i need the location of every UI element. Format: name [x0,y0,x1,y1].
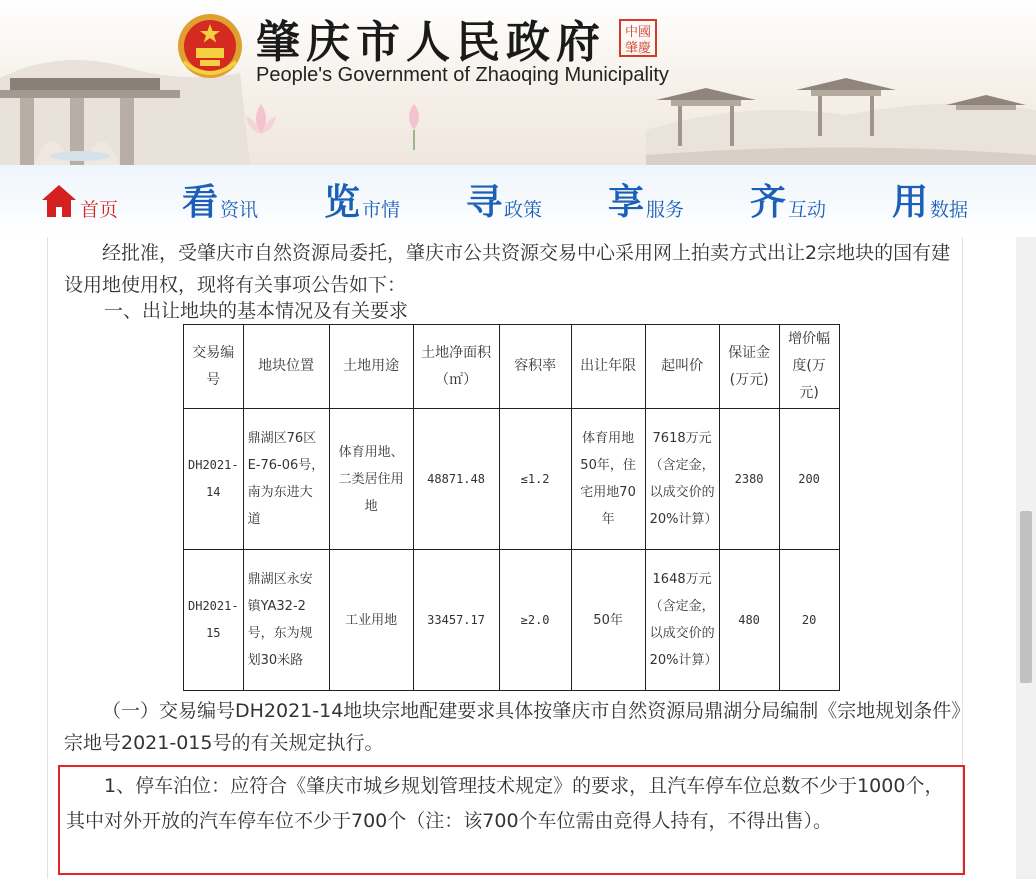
nav-item-interact[interactable] [750,171,826,223]
nav-label: 服务 [646,199,685,221]
zhaoqing-seal-logo [616,16,660,60]
lotus-icon [236,100,286,140]
cell-term: 体育用地50年，住宅用地70年 [571,409,645,550]
col-header-deposit: 保证金(万元) [719,325,779,409]
table-row [184,409,840,550]
cell-deposit: 480 [719,550,779,691]
svg-text:肇慶: 肇慶 [624,41,652,56]
cell-location: 鼎湖区永安镇YA32-2号，东为规划30米路 [243,550,329,691]
cell-far: ≤1.2 [499,409,571,550]
cell-increment: 20 [779,550,839,691]
nav-big-char: 寻 [466,182,503,223]
col-header-increment: 增价幅度(万元) [779,325,839,409]
land-parcel-table [183,324,840,691]
national-emblem-icon [176,12,244,82]
cell-use: 体育用地、二类居住用地 [329,409,413,550]
nav-item-policy[interactable] [466,171,542,223]
article-content [47,237,963,879]
nav-big-char: 用 [892,182,929,223]
cell-price: 7618万元（含定金，以成交价的20%计算） [645,409,719,550]
nav-big-char: 享 [608,182,645,223]
table-header-row [184,325,840,409]
home-icon [40,183,78,219]
scrollbar-thumb[interactable] [1020,511,1032,683]
nav-label: 资讯 [220,199,259,221]
nav-item-news[interactable] [182,171,258,223]
parking-requirement-paragraph: 1、停车泊位：应符合《肇庆市城乡规划管理技术规定》的要求，且汽车停车位总数不少于1000个，其中对外开放的汽车停车位不少于700个（注：该700个车位需由竞得人持有，不得出售）。 [66,775,944,832]
col-header-use: 土地用途 [329,325,413,409]
col-header-code: 交易编号 [184,325,244,409]
cell-location: 鼎湖区76区E-76-06号，南为东进大道 [243,409,329,550]
cell-far: ≥2.0 [499,550,571,691]
lotus-bud-icon [394,100,434,150]
nav-big-char: 齐 [750,182,787,223]
svg-text:中國: 中國 [624,25,652,40]
nav-label: 市情 [362,199,401,221]
header-banner [0,0,1036,165]
note-paragraph: （一）交易编号DH2021-14地块宗地配建要求具体按肇庆市自然资源局鼎湖分局编制《宗地规划条件》宗地号2021-015号的有关规定执行。 [64,700,961,754]
nav-item-data[interactable] [892,171,968,223]
col-header-price: 起叫价 [645,325,719,409]
nav-item-service[interactable] [608,171,684,223]
nav-big-char: 看 [182,182,219,223]
cell-area: 48871.48 [413,409,499,550]
cell-code: DH2021-14 [184,409,244,550]
nav-item-city[interactable] [324,171,400,223]
col-header-term: 出让年限 [571,325,645,409]
cell-term: 50年 [571,550,645,691]
cell-area: 33457.17 [413,550,499,691]
nav-label: 首页 [80,199,119,221]
cell-deposit: 2380 [719,409,779,550]
col-header-area: 土地净面积（㎡） [413,325,499,409]
nav-label: 政策 [504,199,543,221]
site-title-en: People's Government of Zhaoqing Municipality [256,64,669,86]
table-row [184,550,840,691]
cell-price: 1648万元（含定金，以成交价的20%计算） [645,550,719,691]
vertical-scrollbar[interactable] [1016,237,1036,879]
col-header-far: 容积率 [499,325,571,409]
cell-increment: 200 [779,409,839,550]
section-heading: 一、出让地块的基本情况及有关要求 [104,300,409,322]
main-nav [0,165,1036,237]
nav-item-home[interactable] [40,171,118,223]
highlighted-requirement-box [58,765,965,875]
nav-label: 数据 [930,199,969,221]
intro-paragraph: 经批准，受肇庆市自然资源局委托，肇庆市公共资源交易中心采用网上拍卖方式出让2宗地块的国有建设用地使用权，现将有关事项公告如下： [64,242,951,296]
nav-label: 互动 [788,199,827,221]
cell-code: DH2021-15 [184,550,244,691]
nav-big-char: 览 [324,182,361,223]
pavilion-illustration [646,60,1036,165]
cell-use: 工业用地 [329,550,413,691]
col-header-location: 地块位置 [243,325,329,409]
site-title-cn: 肇庆市人民政府 [256,17,606,68]
